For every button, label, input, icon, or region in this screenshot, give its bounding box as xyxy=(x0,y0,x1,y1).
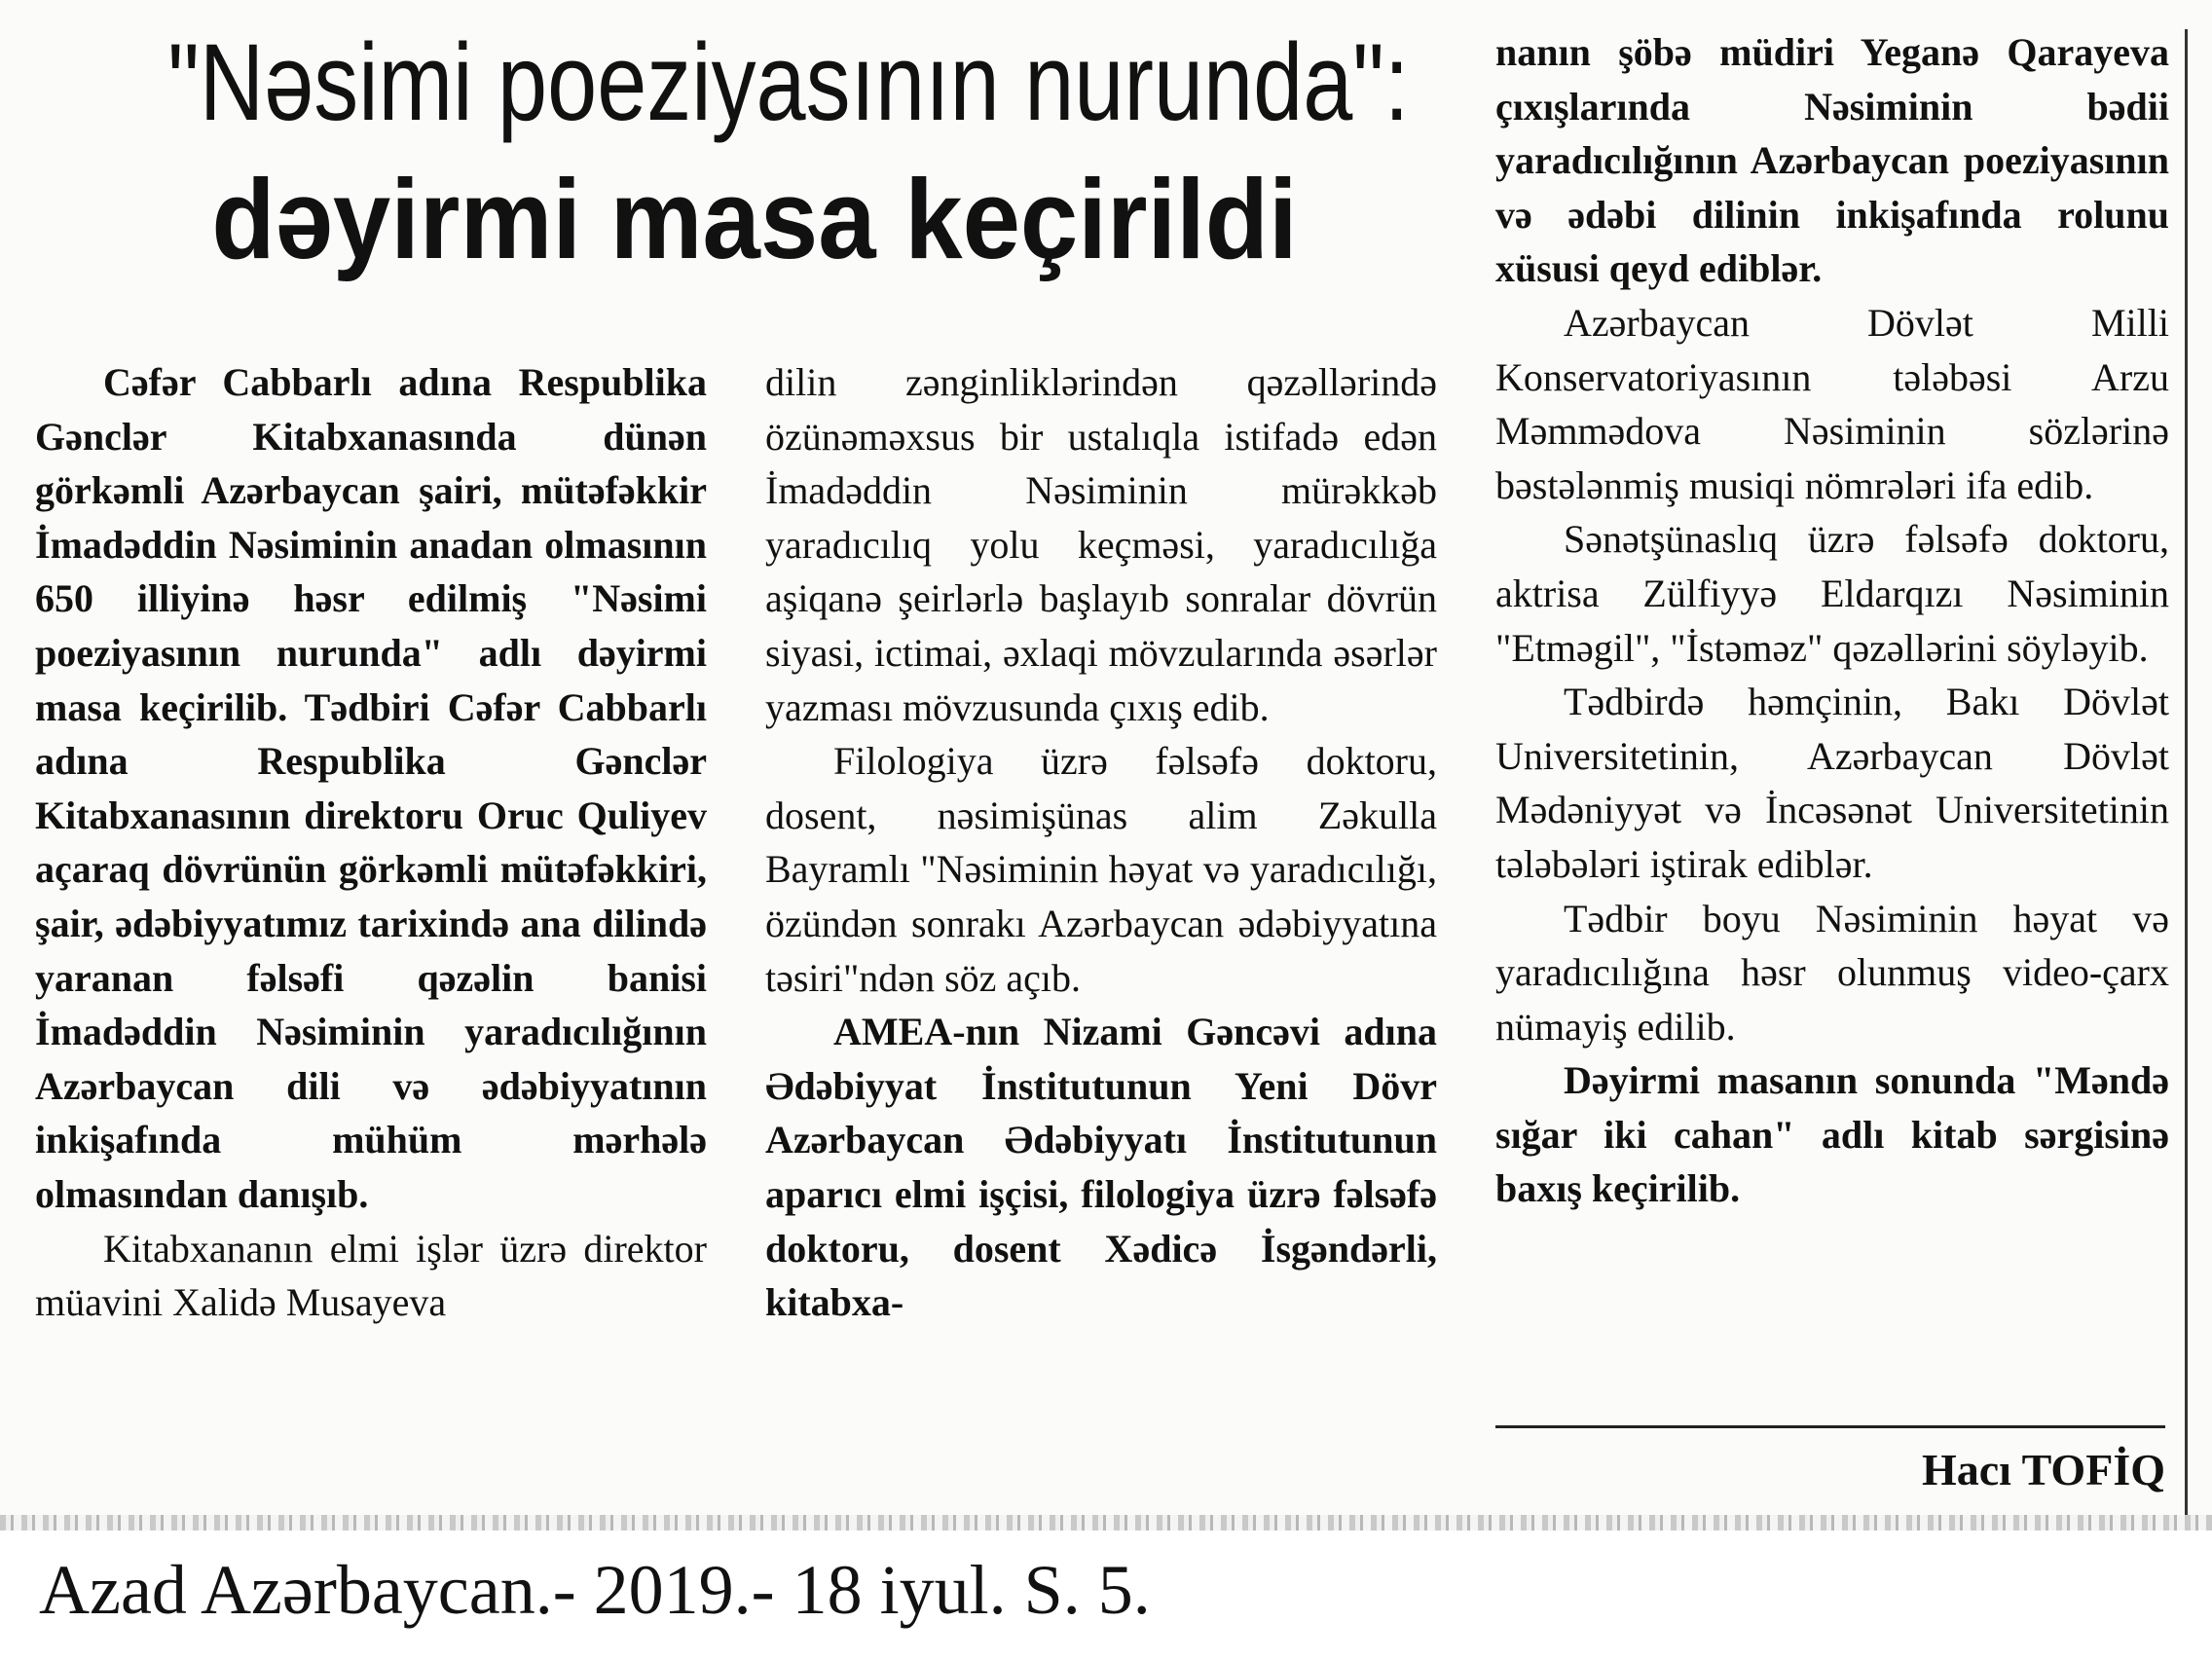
paragraph-1: Cəfər Cabbarlı adına Respublika Gənclər Kitabxanasında dünən görkəmli Azərbaycan şairi, mütəfəkkir İmadəddin Nəsiminin anadan olmasının 650 illiyinə həsr edilmiş "Nəsimi poeziyasının nurunda" adlı dəyirmi masa keçirilib. Tədbiri Cəfər Cabbarlı adına Respublika Gənclər Kitabxanasının direktoru Oruc Quliyev açaraq dövrünün görkəmli mütəfəkkiri, şair, ədəbiyyatımız tarixində ana dilində yaranan fəlsəfi qəzəlin banisi İmadəddin Nəsiminin yaradıcılığının Azərbaycan dili və ədəbiyyatının inkişafında mühüm mərhələ olmasından danışıb. xyxy=(35,360,707,1216)
article-column-2 xyxy=(765,355,1437,1330)
paragraph-7: Tədbirdə həmçinin, Bakı Dövlət Universitetinin, Azərbaycan Dövlət Mədəniyyət və İncəsənət Universitetinin tələbələri iştirak ediblər. xyxy=(1495,680,2169,886)
author-signature: Hacı TOFİQ xyxy=(1921,1445,2165,1494)
headline-line-2: dəyirmi masa keçirildi xyxy=(211,156,1298,282)
headline xyxy=(39,19,1470,292)
source-citation: Azad Azərbaycan.- 2019.- 18 iyul. S. 5. xyxy=(39,1551,1151,1629)
paragraph-4-continued: nanın şöbə müdiri Yeganə Qarayeva çıxışlarında Nəsiminin bədii yaradıcılığının Azərbaycan poeziyasının və ədəbi dilinin inkişafında rolunu xüsusi qeyd ediblər. xyxy=(1495,30,2169,291)
article-column-3 xyxy=(1495,25,2169,1216)
paragraph-4: AMEA-nın Nizami Gəncəvi adına Ədəbiyyat İnstitutunun Yeni Dövr Azərbaycan Ədəbiyyatı İnstitutunun aparıcı elmi işçisi, filologiya üzrə fəlsəfə doktoru, dosent Xədicə İsgəndərli, kitabxa- xyxy=(765,1010,1437,1325)
paragraph-3: Filologiya üzrə fəlsəfə doktoru, dosent, nəsimişünas alim Zəkulla Bayramlı "Nəsiminin həyat və yaradıcılığı, özündən sonrakı Azərbaycan ədəbiyyatına təsiri"ndən söz açıb. xyxy=(765,739,1437,1000)
headline-line-1: "Nəsimi poeziyasının nurunda": xyxy=(167,21,1410,143)
paragraph-2-continued: dilin zənginliklərindən qəzəllərində özünəməxsus bir ustalıqla istifadə edən İmadəddin Nəsiminin mürəkkəb yaradıcılıq yolu keçməsi, yaradıcılığa aşiqanə şeirlərlə başlayıb sonralar dövrün siyasi, ictimai, əxlaqi mövzularında əsərlər yazması mövzusunda çıxış edib. xyxy=(765,360,1437,729)
paragraph-2: Kitabxananın elmi işlər üzrə direktor müavini Xalidə Musayeva xyxy=(35,1226,707,1325)
paragraph-6: Sənətşünaslıq üzrə fəlsəfə doktoru, aktrisa Zülfiyyə Eldarqızı Nəsiminin "Etməgil", "İstəməz" qəzəllərini söyləyib. xyxy=(1495,517,2169,670)
clipping-torn-edge xyxy=(0,1515,2212,1530)
article-column-1 xyxy=(35,355,707,1330)
column-border-right xyxy=(2185,29,2188,1529)
signature-divider xyxy=(1495,1425,2165,1428)
paragraph-8: Tədbir boyu Nəsiminin həyat və yaradıcılığına həsr olunmuş video-çarx nümayiş edilib. xyxy=(1495,896,2169,1049)
paragraph-9: Dəyirmi masanın sonunda "Məndə sığar iki cahan" adlı kitab sərgisinə baxış keçirilib. xyxy=(1495,1058,2169,1211)
paragraph-5: Azərbaycan Dövlət Milli Konservatoriyasının tələbəsi Arzu Məmmədova Nəsiminin sözlərinə bəstələnmiş musiqi nömrələri ifa edib. xyxy=(1495,300,2169,507)
